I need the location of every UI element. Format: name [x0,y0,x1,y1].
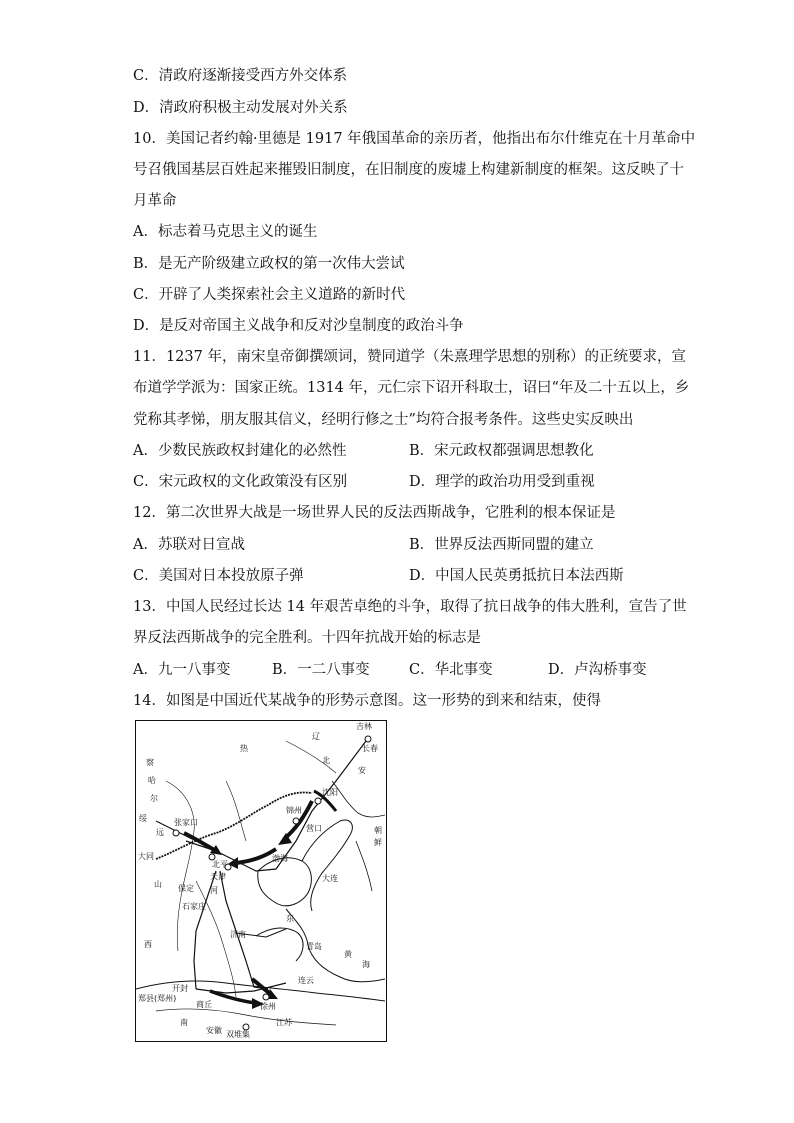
q11-stem-line-1: 11．1237 年，南宋皇帝御撰颂词，赞同道学（朱熹理学思想的别称）的正统要求，宣 [133,349,686,365]
prev-option-d: D．清政府积极主动发展对外关系 [133,100,348,116]
q10-option-c: C．开辟了人类探索社会主义道路的新时代 [133,287,406,303]
map-label: 辽 [312,732,320,741]
q11-stem-line-2: 布道学学派为：国家正统。1314 年，元仁宗下诏开科取士，诏曰“年及二十五以上，乡 [133,380,690,396]
q13-option-a: A．九一八事变 [133,662,231,678]
q12-option-b: B．世界反法西斯同盟的建立 [409,537,594,553]
q12-stem-line-1: 12．第二次世界大战是一场世界人民的反法西斯战争，它胜利的根本保证是 [133,505,616,521]
q11-option-c: C．宋元政权的文化政策没有区别 [133,474,348,490]
map-label: 尔 [150,794,158,803]
q13-option-d: D．卢沟桥事变 [548,662,647,678]
q11-option-d: D．理学的政治功用受到重视 [409,474,595,490]
map-label: 东 [286,914,294,923]
map-label: 鲜 [374,838,382,847]
map-label: 黄 [344,950,352,959]
q10-option-b: B．是无产阶级建立政权的第一次伟大尝试 [133,256,405,272]
q10-option-d: D．是反对帝国主义战争和反对沙皇制度的政治斗争 [133,318,464,334]
q11-options-row-1 [133,441,653,461]
q11-option-b: B．宋元政权都强调思想教化 [409,443,594,459]
map-label: 河 [210,886,218,895]
q13-options-row [133,660,663,680]
map-label: 大同 [138,852,154,861]
map-label: 大连 [322,874,338,883]
map-label: 天津 [210,872,226,881]
map-label: 安徽 [206,1026,222,1035]
map-label: 连云 [298,976,314,985]
map-label: 吉林 [356,722,372,731]
map-label: 江苏 [276,1018,292,1027]
map-label: 绥 [139,814,147,823]
q12-option-a: A．苏联对日宣战 [133,537,245,553]
map-label: 双堆集 [226,1030,250,1039]
map-label: 西 [144,940,152,949]
map-label: 郑县(郑州) [138,994,177,1003]
map-label: 张家口 [174,818,198,827]
q13-stem-line-1: 13．中国人民经过长达 14 年艰苦卓绝的斗争，取得了抗日战争的伟大胜利，宣告了世 [133,599,687,615]
map-label: 北平 [212,860,228,869]
map-drawing [136,721,386,1041]
q12-options-row-1 [133,535,653,555]
q10-stem-line-1: 10．美国记者约翰·里德是 1917 年俄国革命的亲历者，他指出布尔什维克在十月革命中 [133,131,696,147]
q13-option-c: C．华北事变 [409,662,493,678]
map-label: 营口 [306,824,322,833]
map-label: 朝 [374,826,382,835]
map-label: 商丘 [196,1000,212,1009]
map-label: 海 [362,960,370,969]
map-label: 石家庄 [182,902,206,911]
q13-stem-line-2: 界反法西斯战争的完全胜利。十四年抗战开始的标志是 [133,630,481,646]
map-label: 渤海 [272,854,288,863]
q12-option-c: C．美国对日本投放原子弹 [133,568,304,584]
map-label: 热 [240,744,248,753]
map-label: 北 [322,756,330,765]
map-label: 山 [154,880,162,889]
prev-option-c: C．清政府逐渐接受西方外交体系 [133,68,348,84]
map-label: 青岛 [306,942,322,951]
q14-stem-line-1: 14．如图是中国近代某战争的形势示意图。这一形势的到来和结束，使得 [133,693,601,709]
map-label: 保定 [178,884,194,893]
map-label: 徐州 [260,1002,276,1011]
map-label: 开封 [172,984,188,993]
q11-stem-line-3: 党称其孝悌，朋友服其信义，经明行修之士”均符合报考条件。这些史实反映出 [133,412,634,428]
q12-options-row-2 [133,566,653,586]
map-label: 察 [146,758,154,767]
q11-options-row-2 [133,472,653,492]
q10-stem-line-3: 月革命 [133,193,177,209]
q10-option-a: A．标志着马克思主义的诞生 [133,224,318,240]
map-label: 南 [180,1018,188,1027]
map-label: 沈阳 [322,788,338,797]
q13-option-b: B．一二八事变 [272,662,370,678]
q12-option-d: D．中国人民英勇抵抗日本法西斯 [409,568,624,584]
q11-option-a: A．少数民族政权封建化的必然性 [133,443,347,459]
map-label: 锦州 [286,806,302,815]
map-label: 济南 [230,930,246,939]
map-label: 远 [156,828,164,837]
war-situation-map [135,720,387,1042]
map-label: 哈 [148,776,156,785]
map-label: 长春 [362,744,378,753]
q10-stem-line-2: 号召俄国基层百姓起来摧毁旧制度，在旧制度的废墟上构建新制度的框架。这反映了十 [133,162,684,178]
map-label: 安 [358,766,366,775]
